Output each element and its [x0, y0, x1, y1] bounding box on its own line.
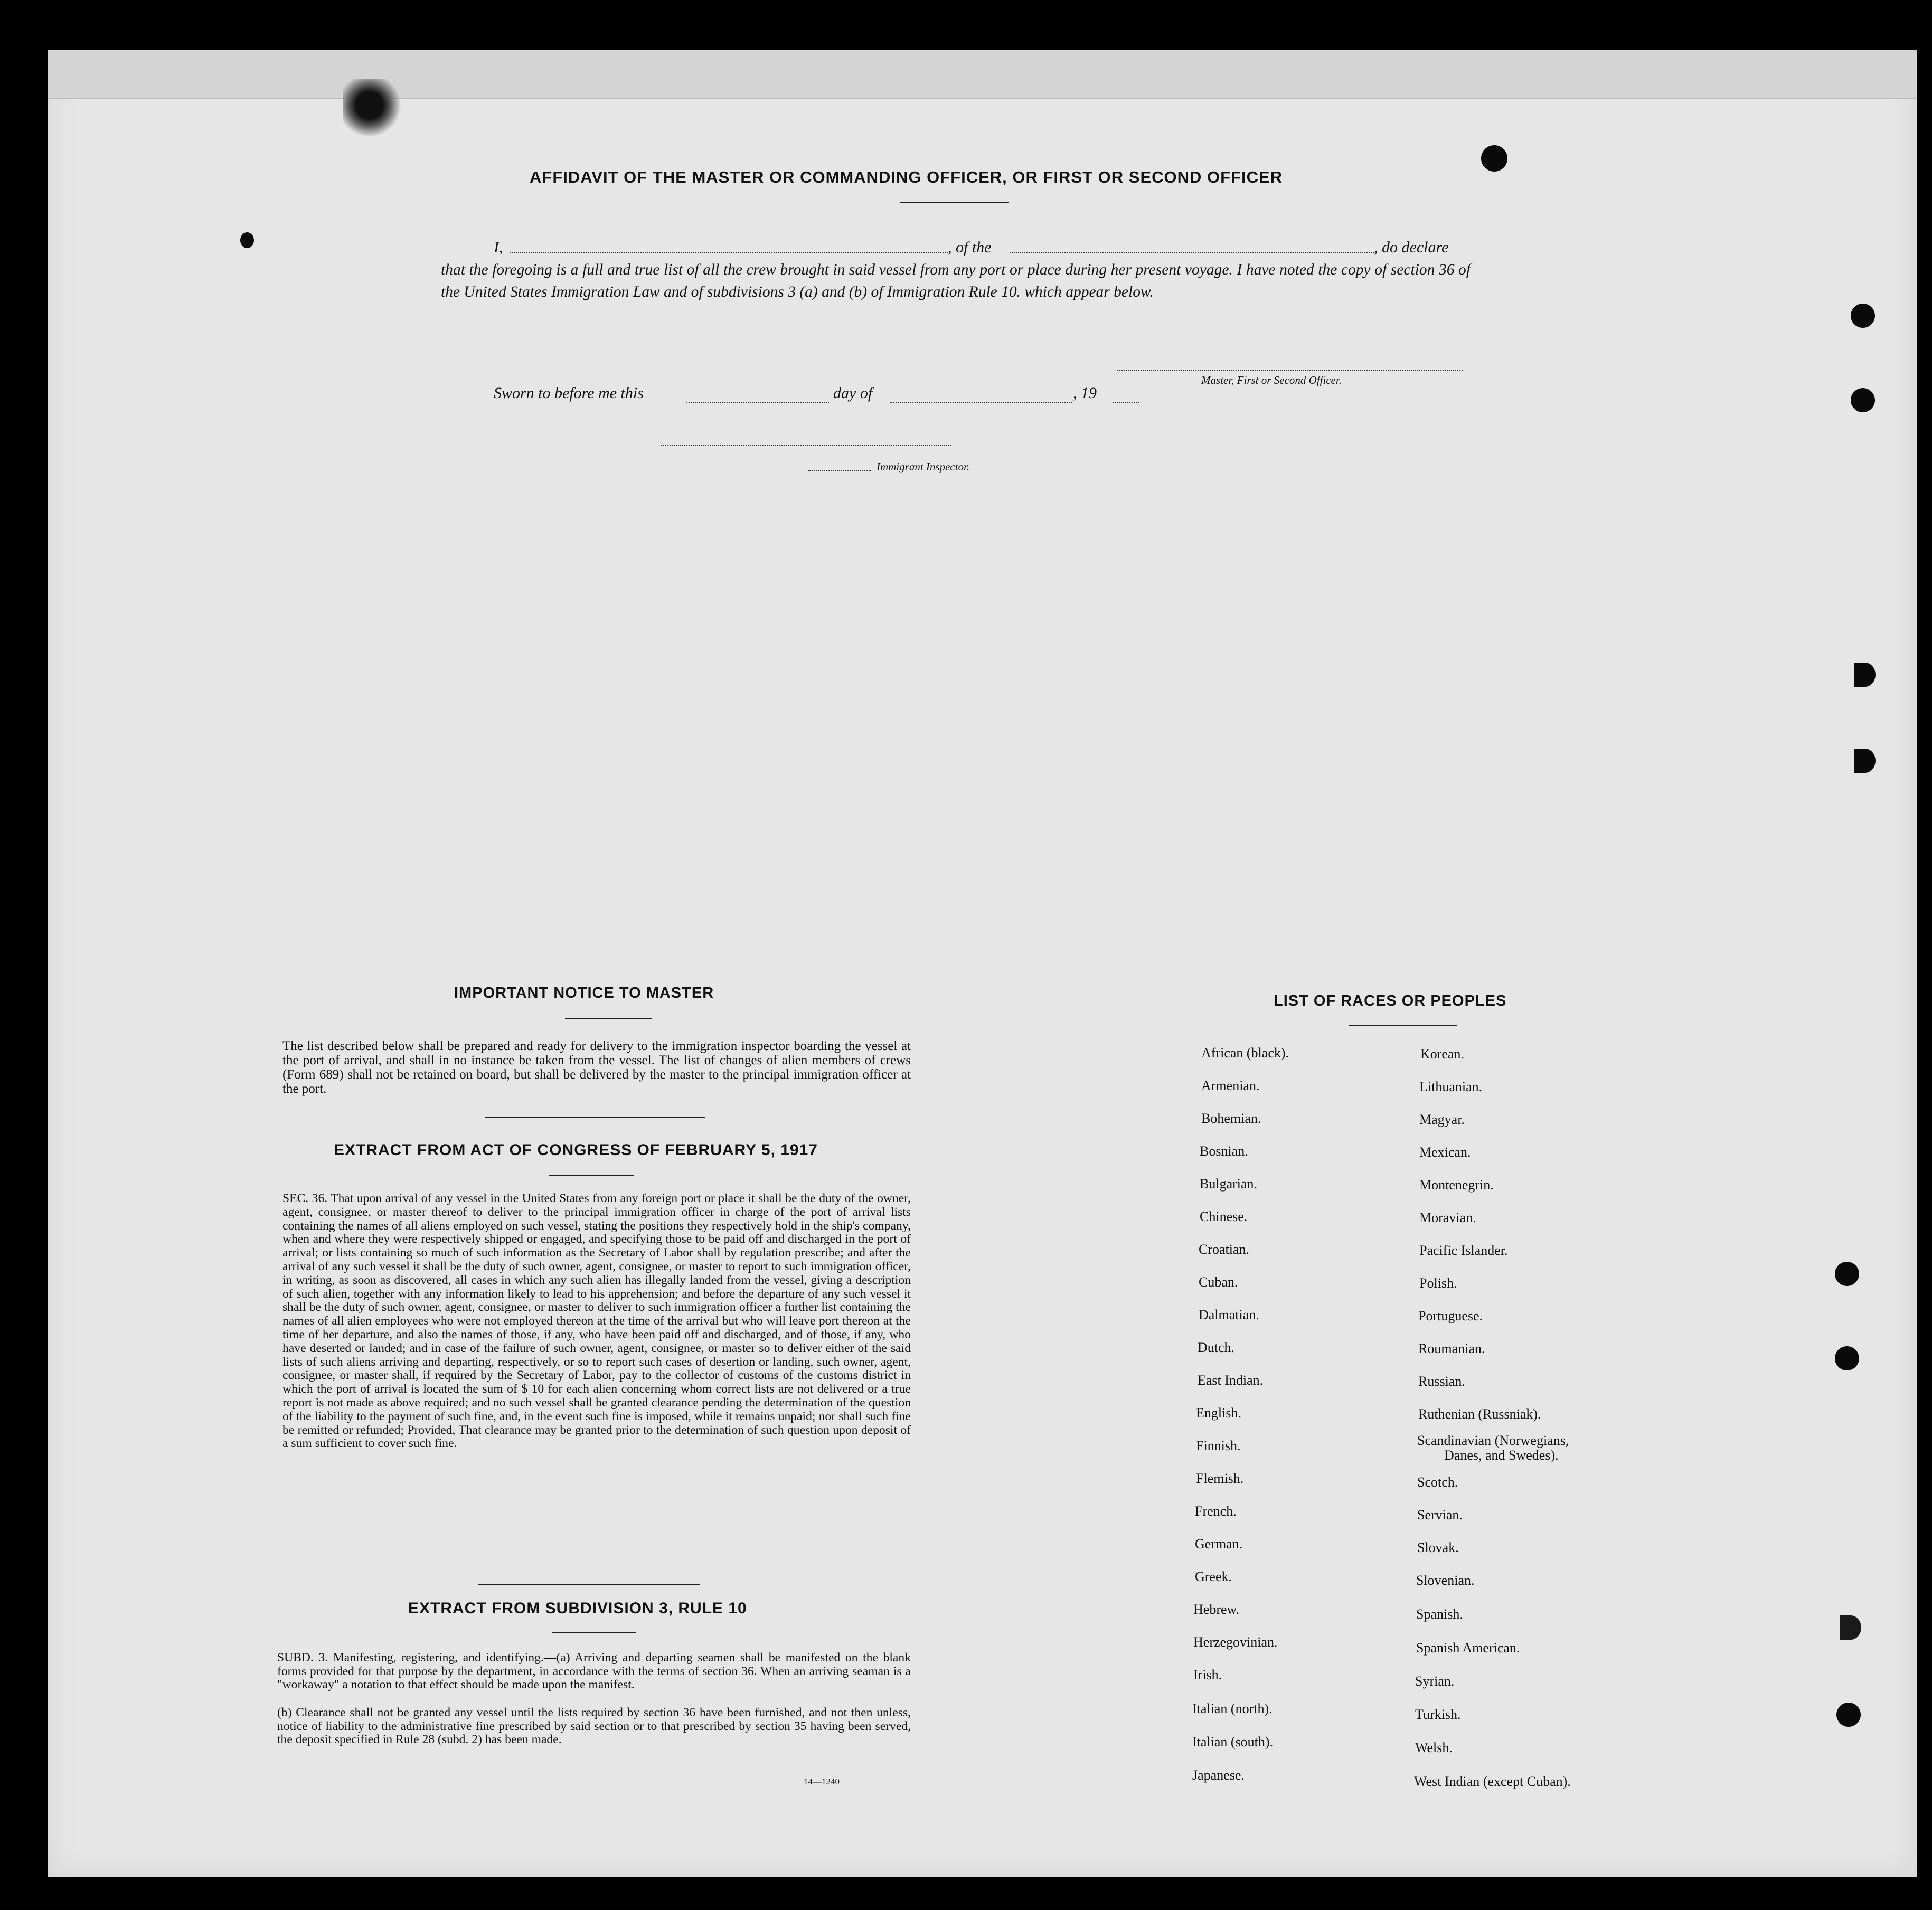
race-item: East Indian.: [1198, 1373, 1264, 1388]
page-top-band: [48, 50, 1917, 99]
race-item: Lithuanian.: [1419, 1079, 1483, 1094]
master-signature-label: Master, First or Second Officer.: [1201, 374, 1342, 386]
races-title: LIST OF RACES OR PEOPLES: [1274, 992, 1507, 1009]
affidavit-title: AFFIDAVIT OF THE MASTER OR COMMANDING OFFICER, OR FIRST OR SECOND OFFICER: [530, 168, 1283, 186]
divider: [549, 1175, 634, 1176]
race-item: Russian.: [1418, 1374, 1465, 1389]
name-blank: [510, 252, 948, 253]
sworn-day-blank: [686, 402, 829, 403]
race-item: Welsh.: [1415, 1740, 1453, 1755]
race-item: Herzegovinian.: [1193, 1634, 1278, 1650]
race-item: Armenian.: [1201, 1078, 1260, 1093]
punch-hole: [1835, 1346, 1859, 1370]
extract-rule-text-a: SUBD. 3. Manifesting, registering, and identifying.—(a) Arriving and departing seamen shall be manifested on the blank forms provided for that purpose by the department, in accordance with the terms of section 36. When an arriving seaman is a "workaway" a notation to that effect should be made upon the manifest.: [277, 1651, 911, 1691]
race-item: African (black).: [1201, 1045, 1289, 1061]
race-item: Polish.: [1419, 1275, 1457, 1291]
race-item: Italian (south).: [1192, 1734, 1274, 1750]
punch-hole: [1854, 663, 1876, 687]
vessel-blank: [1010, 252, 1374, 253]
inspector-lead-line: [808, 470, 871, 471]
race-item: Spanish.: [1416, 1606, 1463, 1622]
race-item: Ruthenian (Russniak).: [1418, 1406, 1541, 1422]
affidavit-of-the: , of the: [948, 239, 992, 256]
punch-hole: [1851, 304, 1875, 328]
race-item: Dutch.: [1198, 1340, 1235, 1355]
divider: [565, 1018, 652, 1019]
race-item: Irish.: [1193, 1667, 1222, 1682]
extract-act-title: EXTRACT FROM ACT OF CONGRESS OF FEBRUARY 5, 1917: [334, 1141, 818, 1159]
extract-act-text: SEC. 36. That upon arrival of any vessel in the United States from any foreign port or place it shall be the duty of the owner, agent, consignee, or master thereof to deliver to the principal immigration officer in charge of the port of arrival lists containing the names of all aliens employed on such vessel, stating the positions they respectively hold in the ship's company, when and where they were respectively shipped or engaged, and specifying those to be paid off and discharged in the port of arrival; or lists containing so much of such information as the Secretary of Labor shall by regulation prescribe; and after the arrival of any such vessel it shall be the duty of such owner, agent, consignee, or master to report to such immigration officer, in writing, as soon as discovered, all cases in which any such alien has illegally landed from the vessel, giving a description of such alien, together with any information likely to lead to his apprehension; and before the departure of any such vessel it shall be the duty of such owner, agent, consignee, or master to deliver to such immigration officer a further list containing the names of all alien employees who were not employed thereon at the time of the arrival but who will leave port thereon at the time of her departure, and also the names of those, if any, who have been paid off and discharged, and of those, if any, who have deserted or landed; and in case of the failure of such owner, agent, consignee, or master so to deliver either of the said lists of such aliens arriving and departing, respectively, or so to report such cases of desertion or landing, such owner, agent, consignee, or master shall, if required by the Secretary of Labor, pay to the collector of customs of the customs district in which the port of arrival is located the sum of $ 10 for each alien concerning whom correct lists are not delivered or a true report is not made as above required; and no such vessel shall be granted clearance pending the determination of the question of the liability to the payment of such fine, and, in the event such fine is imposed, while it remains unpaid; nor shall such fine be remitted or refunded; Provided, That clearance may be granted prior to the determination of such question upon deposit of a sum sufficient to cover such fine.: [282, 1192, 911, 1451]
punch-hole: [1854, 749, 1876, 773]
race-item: Pacific Islander.: [1419, 1243, 1508, 1258]
punch-hole: [1481, 145, 1507, 172]
race-item: Slovenian.: [1416, 1573, 1475, 1588]
month-blank: [890, 402, 1072, 403]
race-item: French.: [1195, 1504, 1237, 1519]
race-item: Roumanian.: [1418, 1341, 1485, 1356]
race-item: Flemish.: [1196, 1471, 1244, 1486]
race-item: Japanese.: [1192, 1767, 1245, 1783]
notice-text: The list described below shall be prepared and ready for delivery to the immigration inspector boarding the vessel at the port of arrival, and shall in no instance be taken from the vessel. The list of changes of alien members of crews (Form 689) shall not be retained on board, but shall be delivered by the master to the principal immigration officer at the port.: [282, 1039, 911, 1096]
race-item: Slovak.: [1417, 1540, 1459, 1555]
divider: [1349, 1025, 1457, 1026]
punch-hole: [240, 232, 254, 248]
punch-hole: [1840, 1615, 1861, 1640]
race-item: Scandinavian (Norwegians,: [1417, 1433, 1569, 1448]
inspector-signature-label: Immigrant Inspector.: [877, 460, 970, 473]
inspector-signature-line: [661, 445, 951, 446]
document-page: [48, 50, 1917, 1877]
punch-hole: [1851, 388, 1875, 412]
day-of-text: day of: [833, 384, 873, 402]
race-item: Cuban.: [1199, 1274, 1238, 1290]
race-item: Dalmatian.: [1199, 1307, 1259, 1322]
race-item: Magyar.: [1419, 1112, 1465, 1127]
punch-hole: [1835, 1262, 1859, 1286]
race-item: Turkish.: [1415, 1707, 1461, 1722]
form-number: 14—1240: [804, 1776, 840, 1786]
race-item: Korean.: [1420, 1046, 1465, 1062]
race-item: English.: [1196, 1405, 1241, 1421]
race-item: Hebrew.: [1193, 1602, 1240, 1617]
race-item: Danes, and Swedes).: [1444, 1448, 1559, 1463]
divider: [485, 1117, 705, 1118]
punch-hole: [1836, 1703, 1861, 1727]
affidavit-do-declare: , do declare: [1374, 239, 1449, 256]
race-item: Croatian.: [1199, 1242, 1250, 1257]
race-item: Chinese.: [1200, 1209, 1248, 1224]
divider: [552, 1632, 636, 1633]
race-item: Scotch.: [1417, 1474, 1458, 1490]
master-signature-line: [1117, 370, 1463, 371]
race-item: German.: [1195, 1536, 1243, 1552]
race-item: Montenegrin.: [1419, 1177, 1494, 1193]
race-item: Portuguese.: [1418, 1308, 1483, 1323]
race-item: Greek.: [1195, 1569, 1232, 1584]
notice-title: IMPORTANT NOTICE TO MASTER: [454, 985, 714, 1001]
extract-rule-text-b: (b) Clearance shall not be granted any vessel until the lists required by section 36 have been furnished, and not then unless, notice of liability to the administrative fine prescribed by said section or to that prescribed by section 35 having been served, the deposit specified in Rule 28 (subd. 2) has been made.: [277, 1706, 911, 1746]
race-item: Bosnian.: [1200, 1143, 1248, 1159]
affidavit-body: that the foregoing is a full and true list of all the crew brought in said vessel from any port or place during her present voyage. I have noted the copy of section 36 of the United States Immigration Law and of subdivisions 3 (a) and (b) of Immigration Rule 10. which appear below.: [441, 261, 1471, 300]
ink-blot: [343, 79, 401, 137]
sworn-text: Sworn to before me this: [494, 384, 644, 402]
race-item: Servian.: [1417, 1507, 1463, 1523]
divider: [478, 1584, 700, 1585]
race-item: Spanish American.: [1416, 1640, 1520, 1656]
affidavit-i: I,: [494, 239, 503, 256]
race-item: Finnish.: [1196, 1438, 1241, 1453]
race-item: Bohemian.: [1201, 1111, 1261, 1126]
race-item: Moravian.: [1419, 1210, 1476, 1225]
year-blank: [1113, 402, 1139, 403]
divider: [900, 202, 1009, 203]
race-item: Bulgarian.: [1200, 1176, 1258, 1192]
year-text: , 19: [1073, 384, 1097, 402]
race-item: Syrian.: [1415, 1673, 1455, 1689]
extract-rule-title: EXTRACT FROM SUBDIVISION 3, RULE 10: [408, 1600, 747, 1617]
race-item: Italian (north).: [1192, 1701, 1273, 1716]
race-item: West Indian (except Cuban).: [1414, 1774, 1571, 1789]
race-item: Mexican.: [1419, 1145, 1471, 1160]
